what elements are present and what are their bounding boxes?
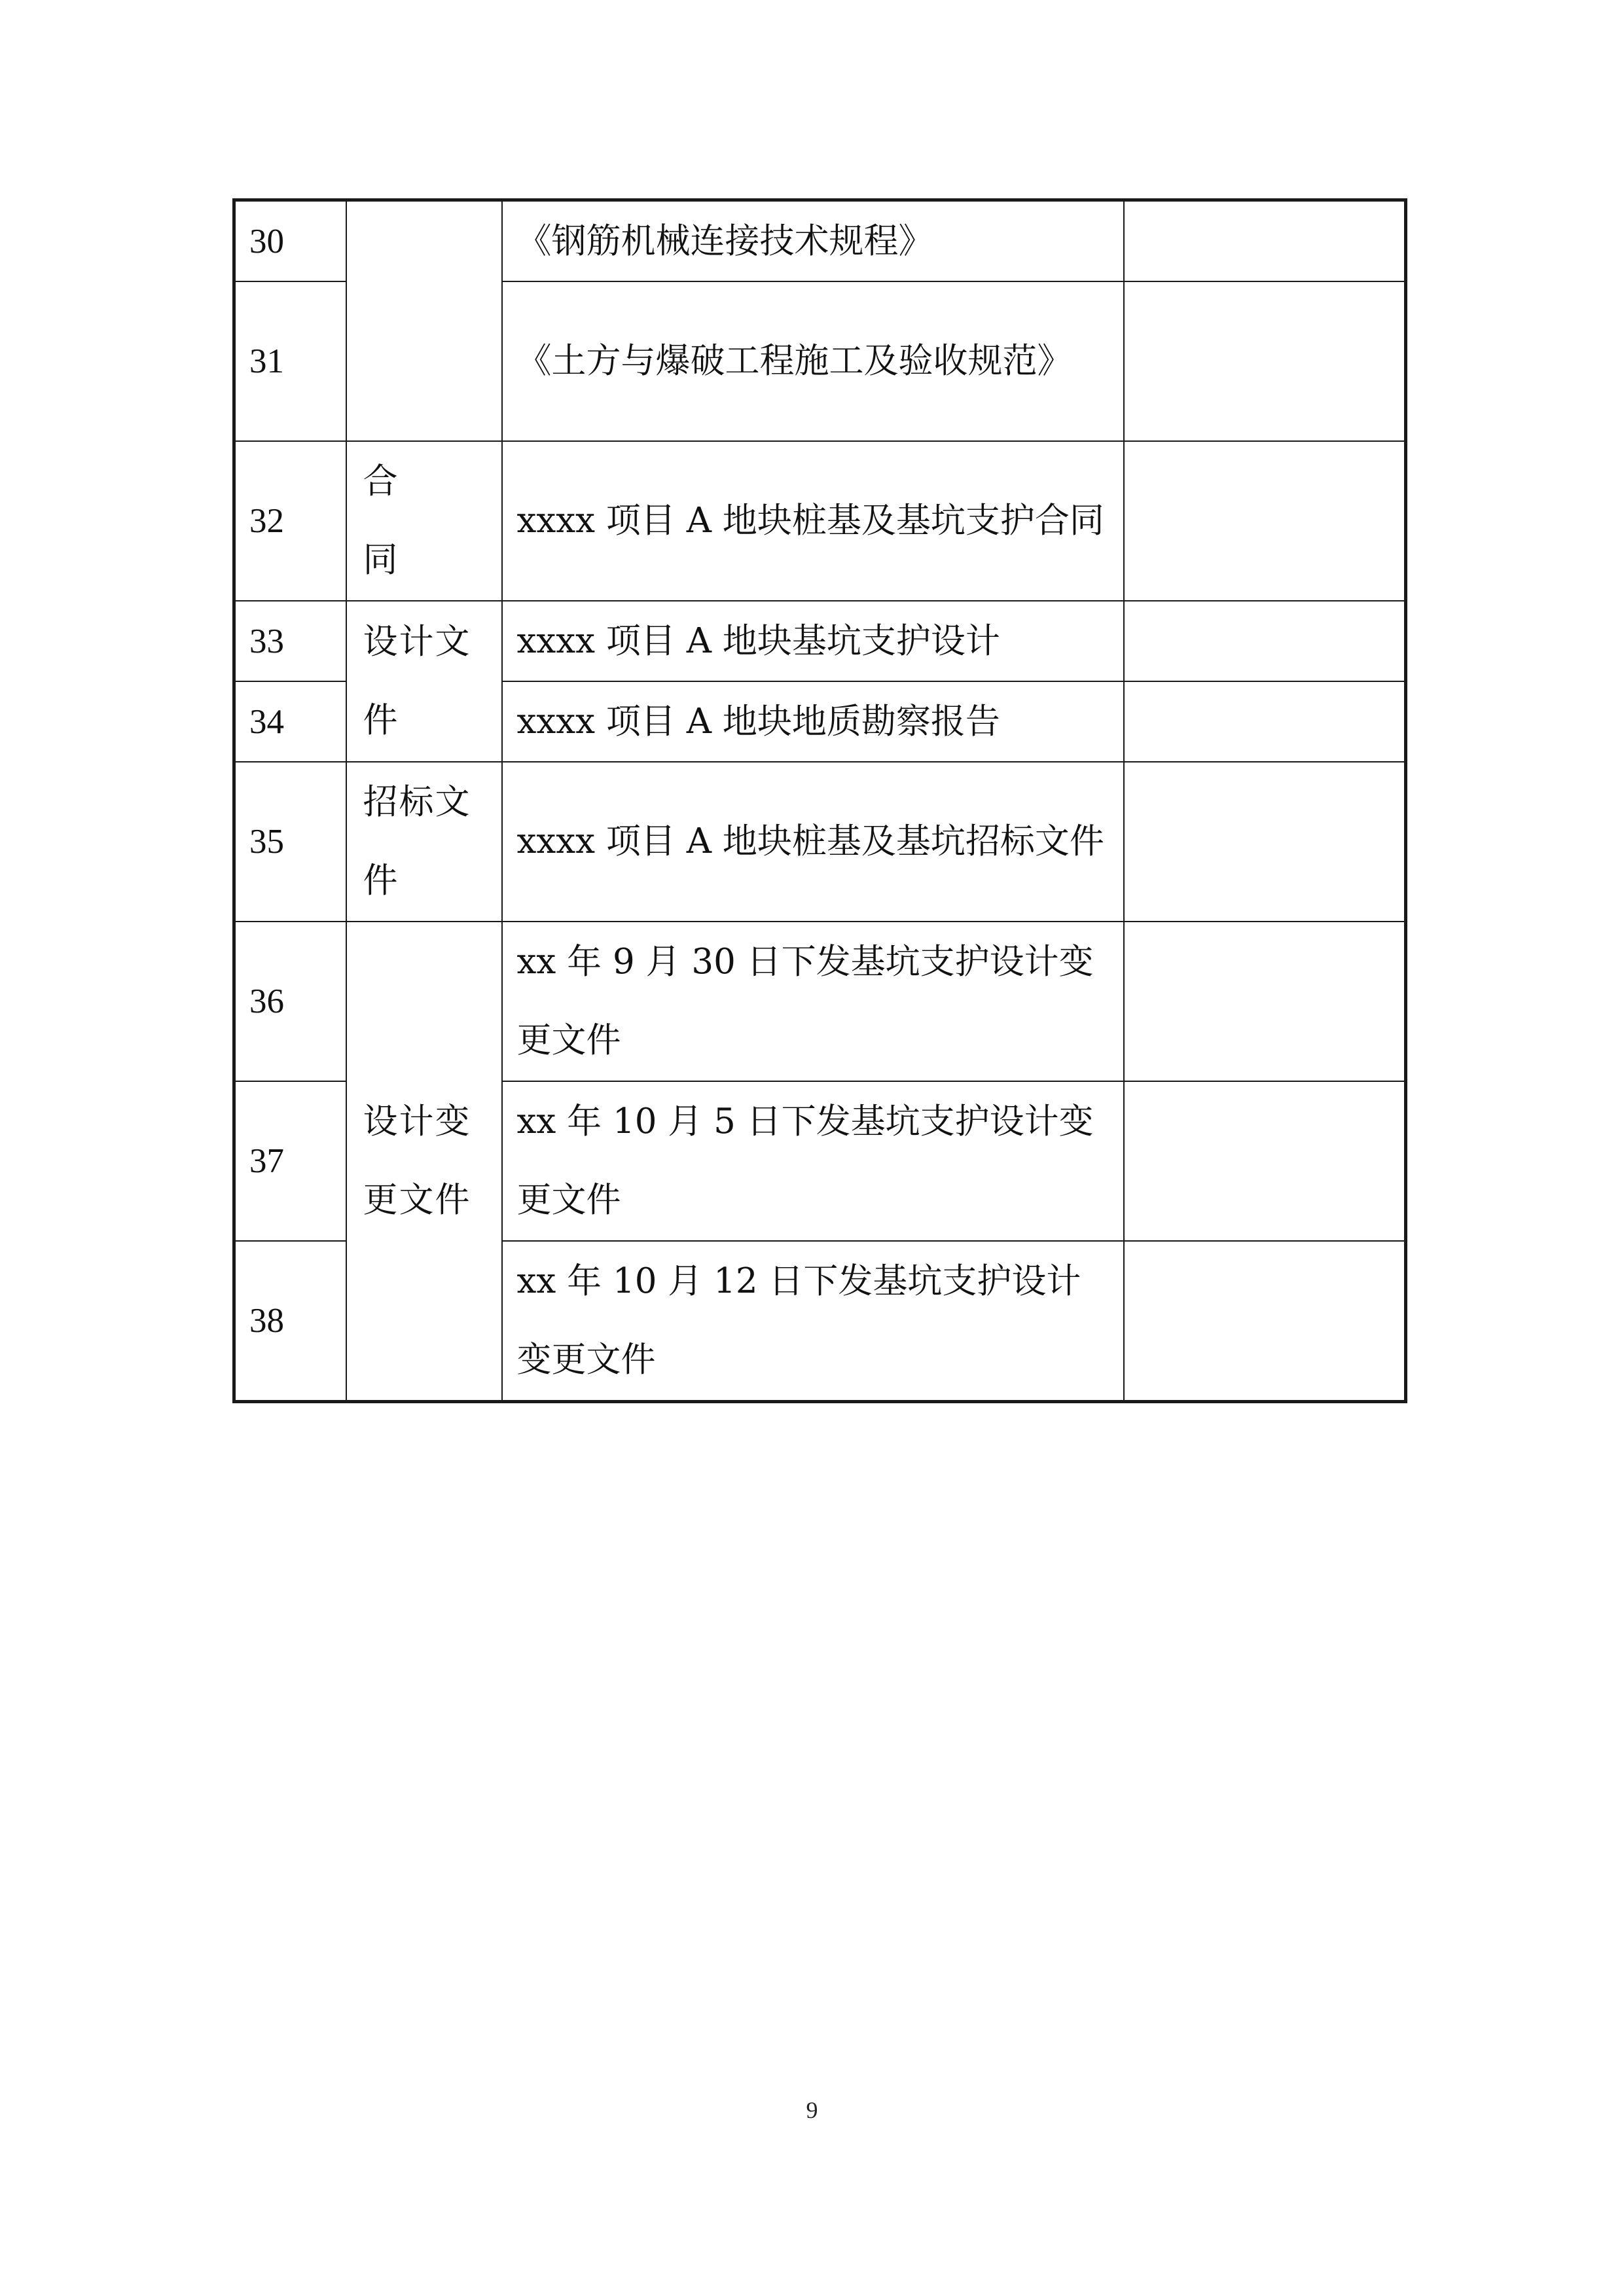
note-cell: [1124, 762, 1406, 922]
note-cell: [1124, 681, 1406, 762]
note-cell: [1124, 1241, 1406, 1402]
row-number: 36: [234, 922, 346, 1081]
category-design-documents: 设计文件: [346, 601, 502, 762]
document-title: xxxx 项目 A 地块基坑支护设计: [502, 601, 1124, 681]
document-title: xxxx 项目 A 地块地质勘察报告: [502, 681, 1124, 762]
note-cell: [1124, 1081, 1406, 1241]
category-design-change-documents: 设计变更文件: [346, 922, 502, 1402]
table-row: [234, 601, 1406, 681]
document-title: xx 年 10 月 5 日下发基坑支护设计变更文件: [502, 1081, 1124, 1241]
table-row: [234, 922, 1406, 1081]
document-title: 《钢筋机械连接技术规程》: [502, 200, 1124, 282]
document-title: xxxx 项目 A 地块桩基及基坑支护合同: [502, 441, 1124, 601]
note-cell: [1124, 441, 1406, 601]
note-cell: [1124, 200, 1406, 282]
category-tender-documents: 招标文件: [346, 762, 502, 922]
row-number: 30: [234, 200, 346, 282]
row-number: 37: [234, 1081, 346, 1241]
row-number: 32: [234, 441, 346, 601]
note-cell: [1124, 281, 1406, 441]
table-row: [234, 441, 1406, 601]
row-number: 34: [234, 681, 346, 762]
document-title: xxxx 项目 A 地块桩基及基坑招标文件: [502, 762, 1124, 922]
category-contract: 合 同: [346, 441, 502, 601]
row-number: 33: [234, 601, 346, 681]
reference-documents-table: [232, 198, 1407, 1403]
note-cell: [1124, 922, 1406, 1081]
row-number: 38: [234, 1241, 346, 1402]
row-number: 35: [234, 762, 346, 922]
row-number: 31: [234, 281, 346, 441]
document-title: 《土方与爆破工程施工及验收规范》: [502, 281, 1124, 441]
document-title: xx 年 9 月 30 日下发基坑支护设计变更文件: [502, 922, 1124, 1081]
category-cell-empty: [346, 200, 502, 442]
page-number: 9: [806, 2097, 818, 2123]
table-row: [234, 762, 1406, 922]
table-row: [234, 200, 1406, 282]
document-title: xx 年 10 月 12 日下发基坑支护设计变更文件: [502, 1241, 1124, 1402]
note-cell: [1124, 601, 1406, 681]
